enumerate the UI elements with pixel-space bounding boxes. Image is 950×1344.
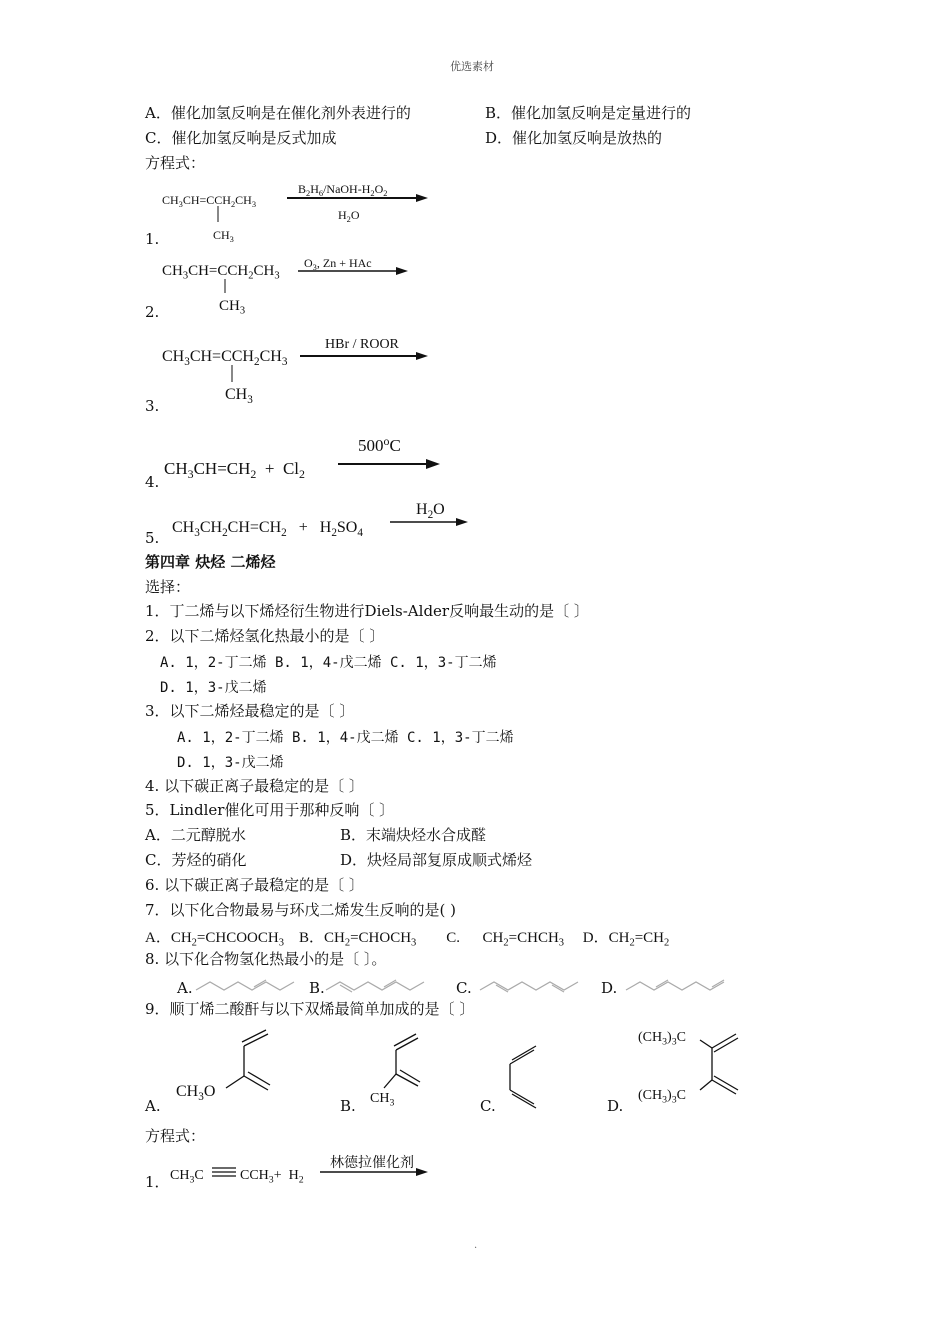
eq-final-substrate: $CH_3C$: [170, 1168, 204, 1186]
q9-a-substituent: $CH_3O$: [176, 1083, 216, 1103]
question-2-options-1: A. 1，2-丁二烯 B. 1，4-戊二烯 C. 1，3-丁二烯: [160, 655, 497, 671]
question-7: 7．以下化合物最易与环戊二烯发生反响的是( ): [145, 901, 457, 919]
eq4-number: 4.: [145, 473, 160, 491]
option-a: A．催化加氢反响是在催化剂外表进行的: [145, 104, 411, 122]
question-5-option-b: B．末端炔烃水合成醛: [340, 826, 487, 844]
eq-final-reagent: 林德拉催化剂: [330, 1155, 414, 1171]
eq4-reactants: $CH_3CH=CH_2 + Cl_2$: [164, 459, 305, 482]
question-7-options: A．$CH_2=CHCOOCH_3$ B．$CH_2=CHOCH_3$ C. $CH_2=CHCH_3$ D．$CH_2=CH_2$: [145, 930, 670, 949]
question-5-option-c: C．芳烃的硝化: [145, 851, 247, 869]
eq1-reagent-top: $B_2H_6/NaOH-H_2O_2$: [298, 182, 388, 198]
question-2: 2．以下二烯烃氢化热最小的是〔 〕: [145, 627, 385, 645]
question-3-options-2: D. 1，3-戊二烯: [177, 755, 284, 771]
eq3-methyl: $CH_3$: [225, 386, 253, 406]
eq1-substrate: $CH_3CH=CCH_2CH_3$: [162, 193, 257, 209]
chapter-title: 第四章 炔烃 二烯烃: [145, 553, 276, 571]
q9-label-d: D.: [607, 1097, 624, 1115]
footer-dot: .: [474, 1240, 478, 1251]
eq5-reagent: $H_2O$: [416, 501, 445, 521]
q9-d-substituent-top: $(CH_3)_3C$: [638, 1030, 686, 1048]
q8-label-d: D.: [601, 979, 618, 997]
question-3: 3．以下二烯烃最稳定的是〔 〕: [145, 702, 355, 720]
eq1-number: 1.: [145, 230, 160, 248]
question-3-options-1: A. 1，2-丁二烯 B. 1，4-戊二烯 C. 1，3-丁二烯: [177, 730, 514, 746]
eq2-substrate: $CH_3CH=CCH_2CH_3$: [162, 263, 280, 282]
question-1: 1．丁二烯与以下烯烃衍生物进行Diels-Alder反响最生动的是〔 〕: [145, 602, 589, 620]
option-c: C．催化加氢反响是反式加成: [145, 129, 337, 147]
question-4: 4. 以下碳正离子最稳定的是〔 〕: [145, 777, 364, 795]
eq1-methyl: $CH_3$: [213, 228, 234, 244]
q8-label-a: A.: [177, 979, 193, 997]
question-6: 6. 以下碳正离子最稳定的是〔 〕: [145, 876, 364, 894]
eq4-reagent: 500$^o$C: [358, 434, 401, 455]
question-5-option-a: A．二元醇脱水: [145, 826, 246, 844]
eq2-methyl: $CH_3$: [219, 298, 246, 317]
eq1-reagent-bottom: $H_2O$: [338, 208, 360, 224]
question-5-option-d: D．炔烃局部复原成顺式烯烃: [340, 851, 533, 869]
eq5-number: 5.: [145, 529, 160, 547]
eq2-reagent: $O_3$, Zn + HAc: [304, 256, 372, 272]
question-9: 9．顺丁烯二酸酐与以下双烯最简单加成的是〔 〕: [145, 1000, 475, 1018]
q9-d-substituent-bottom: $(CH_3)_3C$: [638, 1088, 686, 1106]
equations-label: 方程式：: [145, 154, 206, 172]
eq3-number: 3.: [145, 397, 160, 415]
select-label: 选择：: [145, 578, 191, 596]
q9-label-b: B.: [340, 1097, 356, 1115]
eq2-number: 2.: [145, 303, 160, 321]
eq3-reagent: HBr / ROOR: [325, 337, 399, 352]
eq3-substrate: $CH_3CH=CCH_2CH_3$: [162, 348, 288, 368]
q8-label-b: B.: [309, 979, 325, 997]
eq-final-number: 1．: [145, 1173, 170, 1191]
q8-label-c: C.: [456, 979, 472, 997]
q9-label-a: A.: [145, 1097, 161, 1115]
question-2-options-2: D. 1，3-戊二烯: [160, 680, 267, 696]
q9-b-substituent: $CH_3$: [370, 1091, 395, 1109]
question-5: 5．Lindler催化可用于那种反响〔 〕: [145, 801, 395, 819]
q9-label-c: C.: [480, 1097, 496, 1115]
option-d: D．催化加氢反响是放热的: [485, 129, 663, 147]
page-header: 优选素材: [450, 60, 494, 73]
eq-final-substrate-2: $CCH_3+ H_2$: [240, 1168, 304, 1186]
option-b: B．催化加氢反响是定量进行的: [485, 104, 692, 122]
eq5-reactants: $CH_3CH_2CH=CH_2 + H_2SO_4$: [172, 519, 363, 539]
equations-label-2: 方程式：: [145, 1127, 206, 1145]
question-8: 8. 以下化合物氢化热最小的是〔 〕。: [145, 950, 387, 968]
